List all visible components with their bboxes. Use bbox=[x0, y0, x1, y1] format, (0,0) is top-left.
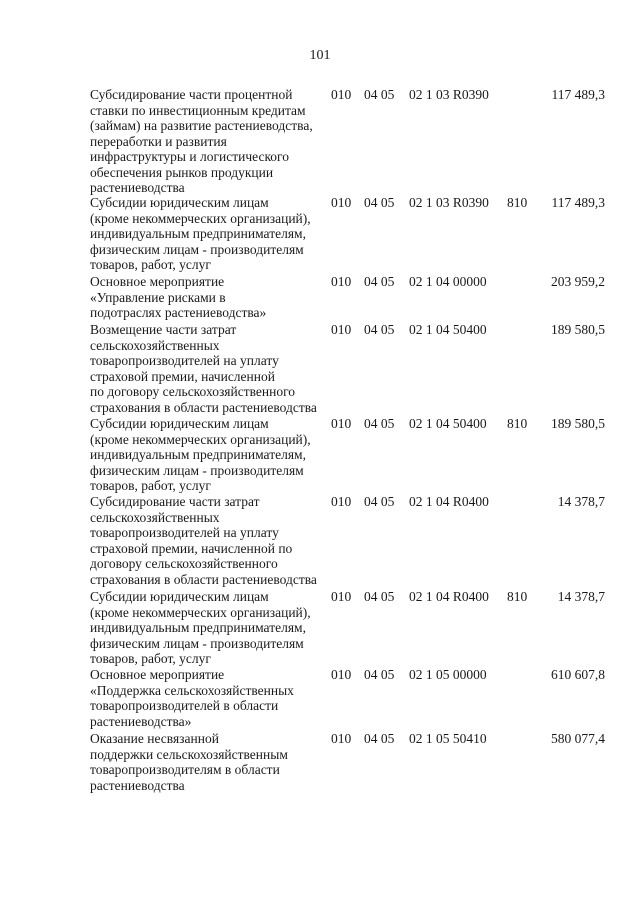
program-code: 02 1 05 50410 bbox=[409, 731, 487, 746]
row-description: Возмещение части затрат сельскохозяйственных товаропроизводителей на уплату страховой премии, начисленной по договору сельскохозяйственного страхования в области растениеводства bbox=[90, 322, 317, 415]
ministry-code: 010 bbox=[331, 322, 352, 337]
expense-type-code: 810 bbox=[507, 195, 528, 210]
amount: 14 378,7 bbox=[557, 494, 605, 509]
amount: 189 580,5 bbox=[551, 416, 605, 431]
row-description: Основное мероприятие «Поддержка сельскохозяйственных товаропроизводителей в области растениеводства» bbox=[90, 667, 294, 729]
amount: 14 378,7 bbox=[557, 589, 605, 604]
program-code: 02 1 03 R0390 bbox=[409, 195, 489, 210]
program-code: 02 1 03 R0390 bbox=[409, 87, 489, 102]
program-code: 02 1 04 00000 bbox=[409, 274, 487, 289]
amount: 117 489,3 bbox=[551, 87, 605, 102]
ministry-code: 010 bbox=[331, 274, 352, 289]
amount: 580 077,4 bbox=[551, 731, 605, 746]
ministry-code: 010 bbox=[331, 667, 352, 682]
ministry-code: 010 bbox=[331, 87, 352, 102]
section-code: 04 05 bbox=[364, 322, 395, 337]
row-description: Оказание несвязанной поддержки сельскохозяйственным товаропроизводителям в области растениеводства bbox=[90, 731, 288, 793]
section-code: 04 05 bbox=[364, 667, 395, 682]
section-code: 04 05 bbox=[364, 87, 395, 102]
program-code: 02 1 04 50400 bbox=[409, 322, 487, 337]
section-code: 04 05 bbox=[364, 589, 395, 604]
program-code: 02 1 04 50400 bbox=[409, 416, 487, 431]
section-code: 04 05 bbox=[364, 494, 395, 509]
program-code: 02 1 05 00000 bbox=[409, 667, 487, 682]
section-code: 04 05 bbox=[364, 195, 395, 210]
program-code: 02 1 04 R0400 bbox=[409, 589, 489, 604]
row-description: Субсидии юридическим лицам (кроме некоммерческих организаций), индивидуальным предпринимателям, физическим лицам - производителям товаров, работ, услуг bbox=[90, 195, 311, 272]
section-code: 04 05 bbox=[364, 274, 395, 289]
page-number: 101 bbox=[309, 48, 331, 63]
row-description: Субсидирование части затрат сельскохозяйственных товаропроизводителей на уплату страховой премии, начисленной по договору сельскохозяйственного страхования в области растениеводства bbox=[90, 494, 317, 587]
expense-type-code: 810 bbox=[507, 589, 528, 604]
expense-type-code: 810 bbox=[507, 416, 528, 431]
row-description: Субсидирование части процентной ставки по инвестиционным кредитам (займам) на развитие растениеводства, переработки и развития инфраструктуры и логистического обеспечения рынков продукции растениеводства bbox=[90, 87, 313, 195]
row-description: Основное мероприятие «Управление рисками в подотраслях растениеводства» bbox=[90, 274, 267, 320]
ministry-code: 010 bbox=[331, 195, 352, 210]
row-description: Субсидии юридическим лицам (кроме некоммерческих организаций), индивидуальным предпринимателям, физическим лицам - производителям товаров, работ, услуг bbox=[90, 589, 311, 666]
ministry-code: 010 bbox=[331, 494, 352, 509]
amount: 610 607,8 bbox=[551, 667, 605, 682]
ministry-code: 010 bbox=[331, 416, 352, 431]
section-code: 04 05 bbox=[364, 416, 395, 431]
amount: 203 959,2 bbox=[551, 274, 605, 289]
ministry-code: 010 bbox=[331, 589, 352, 604]
row-description: Субсидии юридическим лицам (кроме некоммерческих организаций), индивидуальным предпринимателям, физическим лицам - производителям товаров, работ, услуг bbox=[90, 416, 311, 493]
program-code: 02 1 04 R0400 bbox=[409, 494, 489, 509]
amount: 189 580,5 bbox=[551, 322, 605, 337]
ministry-code: 010 bbox=[331, 731, 352, 746]
section-code: 04 05 bbox=[364, 731, 395, 746]
amount: 117 489,3 bbox=[551, 195, 605, 210]
